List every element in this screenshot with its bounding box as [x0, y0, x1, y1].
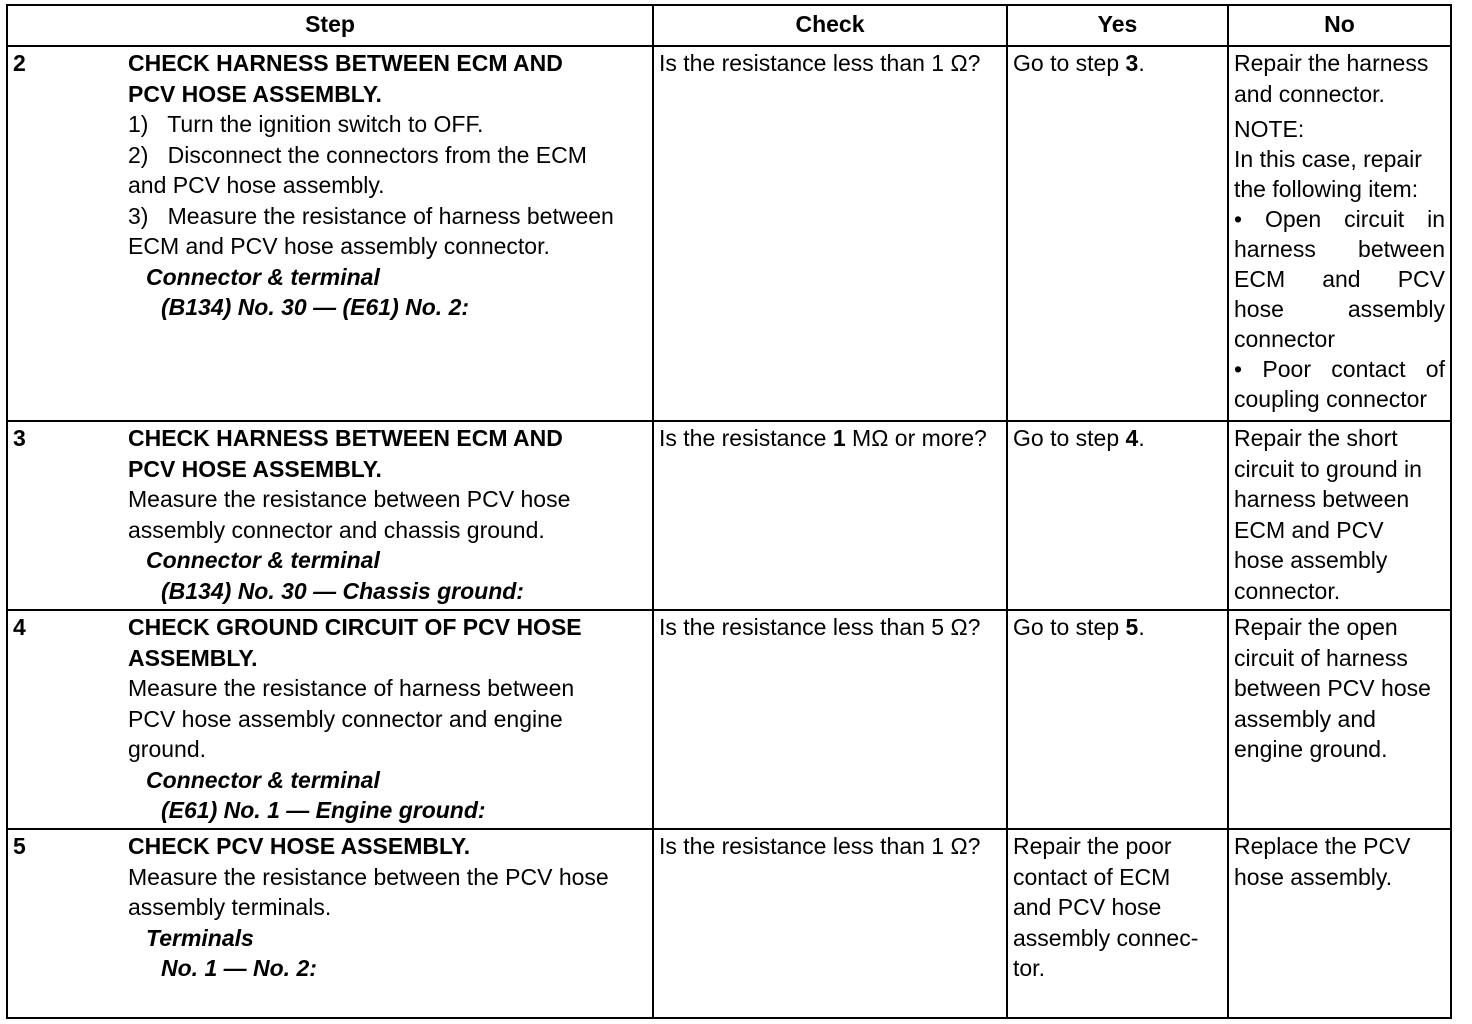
- step-instruction-line: Measure the resistance of harness between: [128, 675, 575, 701]
- note-line: ECM and PCV: [1234, 266, 1445, 292]
- terminals-value: No. 1 — No. 2:: [161, 955, 317, 981]
- step-title-line: CHECK HARNESS BETWEEN ECM AND: [128, 50, 563, 76]
- no-line: circuit of harness: [1234, 644, 1408, 671]
- yes-step-number: 4: [1125, 425, 1139, 451]
- table-row-step-5: [7, 829, 1451, 1018]
- header-row: [7, 5, 1451, 46]
- no-line: ECM and PCV: [1234, 516, 1384, 543]
- header-no: No: [1228, 5, 1451, 46]
- step-instruction-line: ground.: [128, 736, 207, 762]
- step-number: 5: [13, 833, 26, 859]
- step-instruction-line: and PCV hose assembly.: [128, 172, 385, 198]
- no-cell: [1228, 46, 1451, 421]
- step-title-line: PCV HOSE ASSEMBLY.: [128, 455, 382, 482]
- yes-step-number: 5: [1125, 614, 1139, 640]
- header-check: Check: [653, 5, 1007, 46]
- no-line: between PCV hose: [1234, 675, 1431, 701]
- step-cell: [7, 46, 653, 421]
- check-cell: [653, 421, 1007, 610]
- yes-line: tor.: [1013, 955, 1045, 981]
- step-title-line: PCV HOSE ASSEMBLY.: [128, 80, 382, 107]
- yes-cell: [1007, 610, 1228, 829]
- yes-cell: [1007, 421, 1228, 610]
- connector-label: Connector & terminal: [146, 766, 380, 793]
- step-instruction-line: assembly connector and chassis ground.: [128, 516, 545, 543]
- yes-line: assembly connec-: [1013, 924, 1199, 951]
- no-cell: [1228, 829, 1451, 1018]
- no-line: hose assembly: [1234, 547, 1388, 573]
- check-cell: Is the resistance less than 1 Ω?: [653, 829, 1007, 1018]
- yes-cell: [1007, 46, 1228, 421]
- header-yes: Yes: [1007, 5, 1228, 46]
- step-number: 3: [13, 425, 26, 451]
- diagnostic-table: [6, 4, 1452, 1019]
- no-line: hose assembly.: [1234, 863, 1393, 890]
- no-line: and connector.: [1234, 80, 1385, 107]
- note-line: • Poor contact of: [1234, 356, 1445, 382]
- step-instruction-line: 3) Measure the resistance of harness between: [128, 202, 614, 229]
- no-line: Repair the short: [1234, 425, 1398, 451]
- step-instruction-line: 1) Turn the ignition switch to OFF.: [128, 111, 484, 137]
- step-instruction-line: Measure the resistance between the PCV hose: [128, 863, 609, 890]
- step-title-line: ASSEMBLY.: [128, 644, 258, 671]
- yes-line: Repair the poor: [1013, 833, 1172, 859]
- note-line: harness between: [1234, 236, 1445, 262]
- check-cell: Is the resistance less than 1 Ω?: [653, 46, 1007, 421]
- note-line: hose assembly: [1234, 296, 1445, 322]
- yes-text: Go to step: [1013, 614, 1126, 640]
- connector-label: Connector & terminal: [146, 547, 380, 573]
- no-cell: [1228, 610, 1451, 829]
- note-line: coupling connector: [1234, 386, 1428, 412]
- yes-text: Go to step: [1013, 50, 1126, 76]
- yes-text-end: .: [1138, 614, 1145, 640]
- note-label: NOTE:: [1234, 116, 1305, 142]
- step-title-line: CHECK HARNESS BETWEEN ECM AND: [128, 425, 563, 451]
- connector-value: (B134) No. 30 — (E61) No. 2:: [161, 294, 470, 320]
- check-value: 1: [832, 425, 846, 451]
- connector-value: (B134) No. 30 — Chassis ground:: [161, 577, 524, 604]
- step-title-line: CHECK GROUND CIRCUIT OF PCV HOSE: [128, 614, 582, 640]
- step-cell: [7, 610, 653, 829]
- no-cell: [1228, 421, 1451, 610]
- yes-step-number: 3: [1125, 50, 1139, 76]
- no-line: assembly and: [1234, 705, 1376, 732]
- check-text: Is the resistance: [659, 425, 833, 451]
- note-line: In this case, repair: [1234, 146, 1422, 172]
- step-instruction-line: Measure the resistance between PCV hose: [128, 486, 571, 512]
- yes-cell: [1007, 829, 1228, 1018]
- step-number: 2: [13, 50, 26, 76]
- step-title-line: CHECK PCV HOSE ASSEMBLY.: [128, 833, 471, 859]
- note-line: the following item:: [1234, 176, 1419, 202]
- note-line: connector: [1234, 326, 1336, 352]
- step-instruction-line: 2) Disconnect the connectors from the ECM: [128, 141, 587, 168]
- check-cell: Is the resistance less than 5 Ω?: [653, 610, 1007, 829]
- yes-line: contact of ECM: [1013, 863, 1171, 890]
- no-line: harness between: [1234, 486, 1410, 512]
- terminals-label: Terminals: [146, 924, 254, 951]
- yes-text: Go to step: [1013, 425, 1126, 451]
- no-line: engine ground.: [1234, 736, 1388, 762]
- no-line: Replace the PCV: [1234, 833, 1411, 859]
- step-instruction-line: PCV hose assembly connector and engine: [128, 705, 563, 732]
- table-row-step-3: [7, 421, 1451, 610]
- step-cell: [7, 421, 653, 610]
- connector-label: Connector & terminal: [146, 263, 380, 290]
- step-instruction-line: assembly terminals.: [128, 894, 332, 920]
- yes-text-end: .: [1138, 50, 1145, 76]
- yes-line: and PCV hose: [1013, 894, 1162, 920]
- connector-value: (E61) No. 1 — Engine ground:: [161, 797, 486, 823]
- step-number: 4: [13, 614, 26, 640]
- no-line: circuit to ground in: [1234, 455, 1422, 482]
- table-row-step-2: [7, 46, 1451, 421]
- step-cell: [7, 829, 653, 1018]
- check-text-end: MΩ or more?: [845, 425, 987, 451]
- no-line: connector.: [1234, 577, 1341, 604]
- step-instruction-line: ECM and PCV hose assembly connector.: [128, 233, 550, 259]
- no-line: Repair the harness: [1234, 50, 1429, 76]
- yes-text-end: .: [1138, 425, 1145, 451]
- header-step: Step: [7, 5, 653, 46]
- no-line: Repair the open: [1234, 614, 1398, 640]
- table-row-step-4: [7, 610, 1451, 829]
- note-block: [1234, 114, 1445, 414]
- note-line: • Open circuit in: [1234, 206, 1445, 232]
